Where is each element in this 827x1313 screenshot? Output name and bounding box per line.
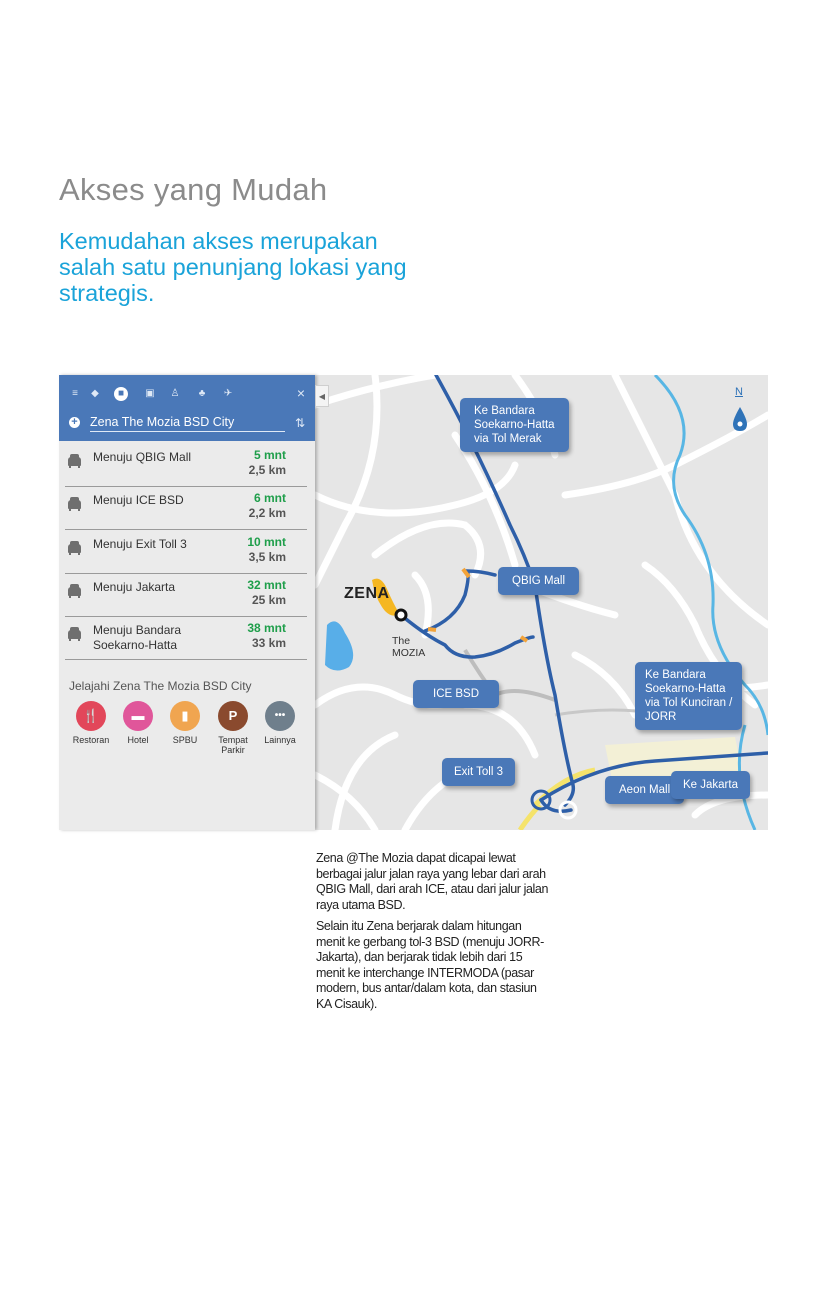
route-name: Menuju ICE BSD [93, 493, 184, 507]
map-canvas [315, 375, 768, 830]
explore-title: Jelajahi Zena The Mozia BSD City [69, 679, 252, 693]
route-item-qbig[interactable] [65, 443, 307, 487]
compass-icon [733, 407, 747, 431]
poi-label: Restoran [72, 735, 110, 745]
route-time: 6 mnt [253, 491, 286, 505]
route-name: Menuju Bandara Soekarno-Hatta [93, 623, 182, 652]
callout-ice: ICE BSD [413, 680, 499, 708]
body-paragraph: Selain itu Zena berjarak dalam hitungan menit ke gerbang tol-3 BSD (menuju JORR-Jakarta), dan berjarak tidak lebih dari 15 menit ke interchange INTERMODA (pasar modern, bus antar/dalam kota, dan stasiun KA Cisauk). [316, 919, 544, 1011]
car-icon [68, 630, 81, 639]
hotel-icon: ▬ [123, 701, 153, 731]
route-time: 10 mnt [247, 535, 286, 549]
route-distance: 2,2 km [248, 506, 286, 520]
route-distance: 25 km [251, 593, 286, 607]
poi-restoran[interactable] [67, 701, 115, 745]
poi-parkir[interactable] [209, 701, 257, 755]
restaurant-icon: 🍴 [76, 701, 106, 731]
poi-spbu[interactable] [161, 701, 209, 745]
callout-bandara-merak: Ke Bandara Soekarno-Hatta via Tol Merak [460, 398, 569, 452]
route-time: 38 mnt [247, 621, 286, 635]
bike-icon[interactable]: ♣ [198, 388, 206, 399]
route-time: 5 mnt [253, 448, 286, 462]
directions-icon[interactable]: ◆ [91, 388, 99, 399]
add-destination-icon[interactable]: + [69, 417, 80, 428]
route-distance: 3,5 km [248, 550, 286, 564]
gas-station-icon: ▮ [170, 701, 200, 731]
poi-label: Tempat Parkir [218, 735, 248, 755]
route-item-exit-toll[interactable] [65, 530, 307, 574]
poi-label: SPBU [172, 735, 198, 745]
body-text [316, 851, 551, 1018]
poi-hotel[interactable] [114, 701, 162, 745]
directions-panel [59, 375, 315, 830]
car-icon[interactable]: ■ [114, 387, 128, 401]
flight-icon[interactable]: ✈ [223, 388, 233, 399]
body-paragraph: Zena @The Mozia dapat dicapai lewat berbagai jalur jalan raya yang lebar dari arah QBIG Mall, dari arah ICE, atau dari jalur jalan raya utama BSD. [316, 851, 549, 912]
poi-label: Hotel [127, 735, 149, 745]
transit-icon[interactable]: ▣ [145, 388, 155, 399]
route-distance: 33 km [251, 636, 286, 650]
car-icon [68, 500, 81, 509]
callout-exit-toll: Exit Toll 3 [442, 758, 515, 786]
north-label: N [735, 386, 743, 398]
page-subheading: Kemudahan akses merupakan salah satu penunjang lokasi yang strategis. [59, 228, 407, 306]
close-icon[interactable]: × [296, 385, 305, 401]
walk-icon[interactable]: ♙ [170, 388, 180, 399]
callout-qbig: QBIG Mall [498, 567, 579, 595]
callout-jakarta: Ke Jakarta [671, 771, 750, 799]
page-heading: Akses yang Mudah [59, 172, 328, 207]
lake-shape [325, 621, 353, 670]
parking-icon: P [218, 701, 248, 731]
more-icon: ••• [265, 701, 295, 731]
menu-icon[interactable]: ≡ [72, 388, 78, 399]
poi-lainnya[interactable] [256, 701, 304, 745]
car-icon [68, 544, 81, 553]
panel-header [59, 375, 315, 441]
route-distance: 2,5 km [248, 463, 286, 477]
mozia-label: The MOZIA [392, 635, 426, 659]
route-name: Menuju Exit Toll 3 [93, 537, 187, 551]
route-time: 32 mnt [247, 578, 286, 592]
route-name: Menuju Jakarta [93, 580, 176, 594]
car-icon [68, 587, 81, 596]
callout-bandara-kunciran: Ke Bandara Soekarno-Hatta via Tol Kunciran / JORR [635, 662, 742, 730]
route-item-bandara[interactable] [65, 616, 307, 660]
zena-location-marker [396, 610, 406, 620]
swap-location-icon[interactable]: ⇅ [294, 416, 305, 430]
poi-label: Lainnya [264, 735, 296, 745]
zena-label: ZENA [344, 585, 390, 602]
route-item-ice[interactable] [65, 486, 307, 530]
map-illustration [59, 375, 768, 830]
route-name: Menuju QBIG Mall [93, 450, 192, 464]
callout-aeon: Aeon Mall [605, 776, 684, 804]
car-icon [68, 457, 81, 466]
collapse-panel-button[interactable]: ◀ [315, 385, 329, 407]
location-search-input[interactable] [90, 413, 285, 432]
route-item-jakarta[interactable] [65, 573, 307, 617]
